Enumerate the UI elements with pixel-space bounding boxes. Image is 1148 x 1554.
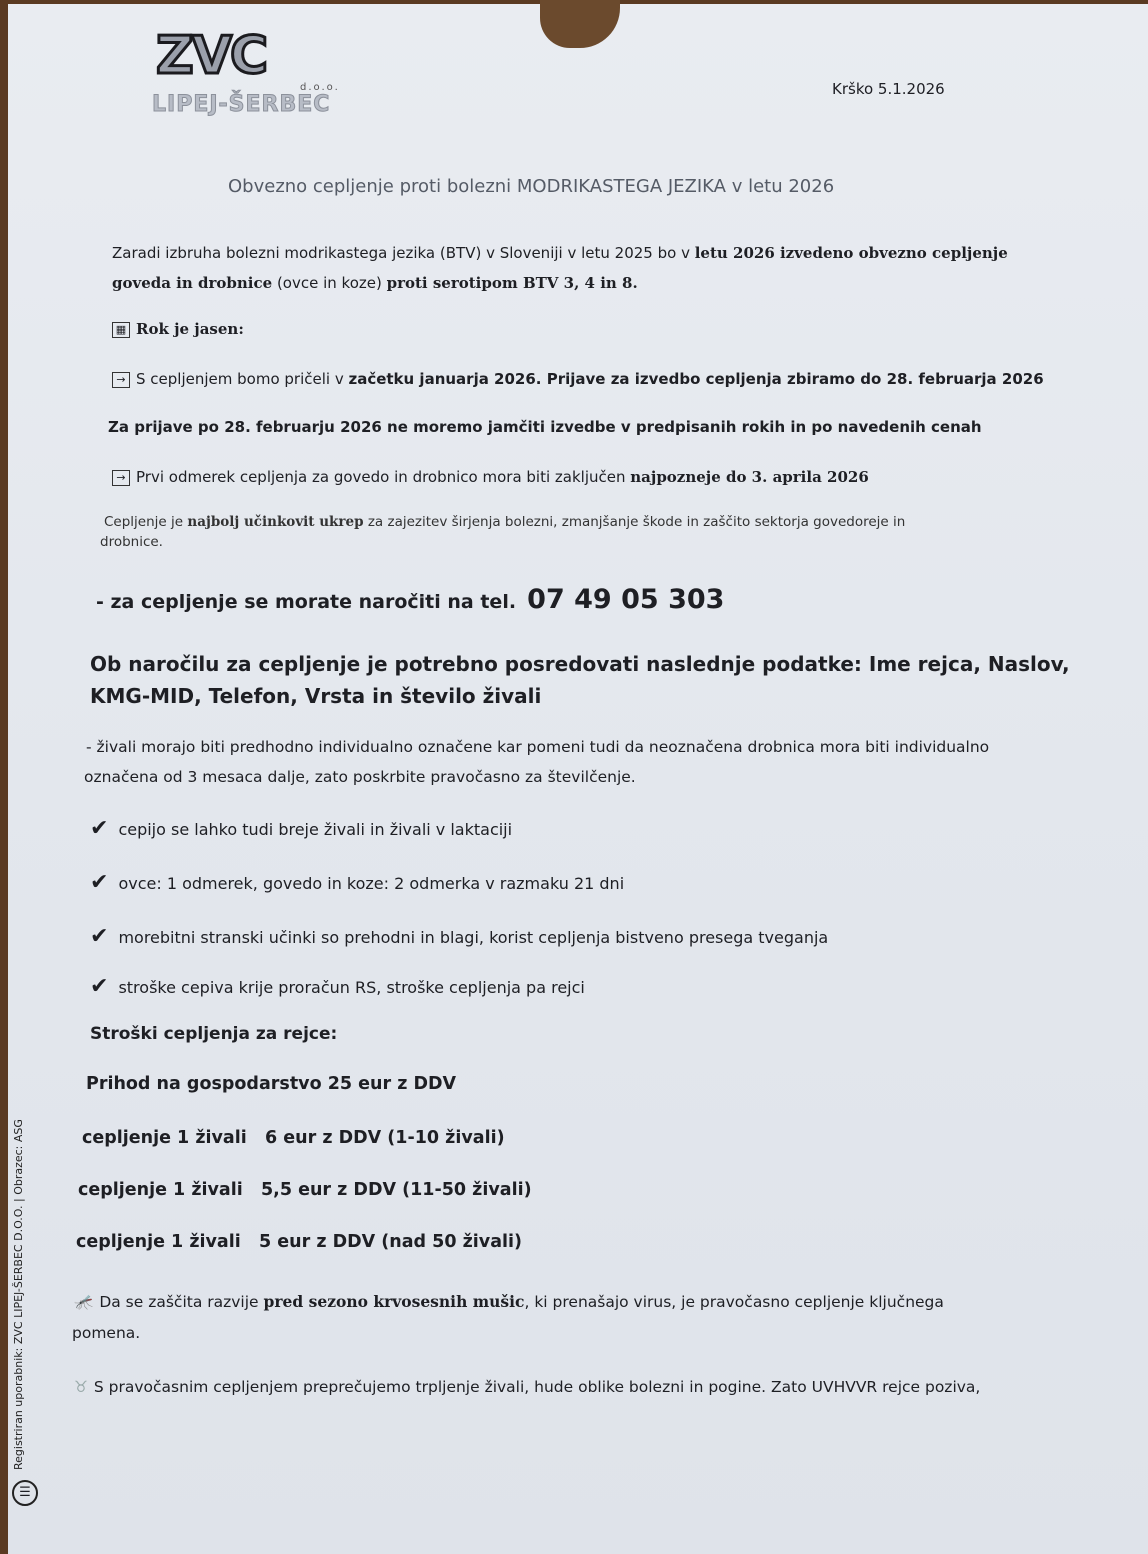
deadline-item-2: [112, 468, 869, 486]
marking-line-1: - živali morajo biti predhodno individualno označene kar pomeni tudi da neoznačena drobnica mora biti individualno: [86, 738, 990, 756]
effective-bold: najbolj učinkovit ukrep: [187, 514, 364, 530]
cost-item: cepljenje 1 živali 5,5 eur z DDV (11-50 živali): [78, 1180, 532, 1200]
phone-number: 07 49 05 303: [527, 584, 725, 615]
effective-text: Cepljenje je: [104, 514, 188, 530]
intro-bold: goveda in drobnice: [112, 274, 273, 292]
intro-bold: letu 2026 izvedeno obvezno cepljenje: [694, 244, 1008, 262]
calendar-icon: ▦: [112, 322, 130, 338]
check-item: [90, 870, 624, 895]
deadline-text: S cepljenjem bomo pričeli v: [136, 370, 349, 388]
midges-line-2: pomena.: [72, 1324, 141, 1342]
midges-line-1: [74, 1292, 944, 1311]
intro-line-1: [112, 244, 1008, 262]
date-place: Krško 5.1.2026: [832, 80, 945, 98]
intro-text: (ovce in koze): [272, 274, 387, 292]
order-info-line-2: KMG-MID, Telefon, Vrsta in število živali: [90, 684, 542, 708]
closing-text: S pravočasnim cepljenjem preprečujemo trpljenje živali, hude oblike bolezni in pogine. Zato UVHVVR rejce poziva,: [93, 1378, 981, 1396]
document-title: Obvezno cepljenje proti bolezni MODRIKASTEGA JEZIKA v letu 2026: [228, 176, 835, 197]
deadline-heading: [112, 320, 244, 338]
check-item: [90, 924, 828, 949]
check-text: cepijo se lahko tudi breje živali in živali v laktaciji: [118, 820, 513, 839]
check-item: [90, 816, 512, 841]
order-info-line-1: Ob naročilu za cepljenje je potrebno posredovati naslednje podatke: Ime rejca, Naslov,: [90, 652, 1070, 676]
phone-line: [96, 584, 724, 615]
registration-sidebar-text: Registriran uporabnik: ZVC LIPEJ-ŠERBEC D.O.O. | Obrazec: ASG: [12, 1119, 25, 1470]
intro-line-2: [112, 274, 638, 292]
arrow-right-icon: →: [112, 470, 130, 486]
effective-text: za zajezitev širjenja bolezni, zmanjšanje škode in zaščito sektorja govedoreje in: [363, 514, 906, 530]
document-page: [8, 4, 1148, 1554]
cost-item: cepljenje 1 živali 5 eur z DDV (nad 50 živali): [76, 1232, 523, 1252]
logo-suffix: d.o.o.: [300, 82, 340, 93]
phone-label: - za cepljenje se morate naročiti na tel.: [96, 591, 517, 613]
logo-subtitle: LIPEJ-ŠERBEC: [152, 92, 331, 117]
check-text: ovce: 1 odmerek, govedo in koze: 2 odmerka v razmaku 21 dni: [118, 874, 625, 893]
midges-text: Da se zaščita razvije: [99, 1293, 264, 1311]
check-text: morebitni stranski učinki so prehodni in blagi, korist cepljenja bistveno presega tveganja: [118, 928, 829, 947]
cost-item: Prihod na gospodarstvo 25 eur z DDV: [86, 1074, 457, 1094]
checkmark-icon: ✔: [90, 924, 109, 949]
company-logo: [148, 26, 348, 121]
effective-line-2: drobnice.: [100, 534, 163, 550]
effective-line-1: [104, 514, 905, 530]
checkmark-icon: ✔: [90, 974, 109, 999]
midges-bold: pred sezono krvosesnih mušic: [263, 1292, 525, 1311]
deadline-text: Prvi odmerek cepljenja za govedo in drobnico mora biti zaključen: [136, 468, 631, 486]
arrow-right-icon: →: [112, 372, 130, 388]
cow-icon: ♉: [74, 1378, 88, 1396]
checkmark-icon: ✔: [90, 816, 109, 841]
check-item: [90, 974, 585, 999]
checkmark-icon: ✔: [90, 870, 109, 895]
closing-line: [74, 1378, 980, 1396]
costs-heading: Stroški cepljenja za rejce:: [90, 1024, 338, 1044]
deadline-bold: najpozneje do 3. aprila 2026: [630, 468, 869, 486]
mosquito-icon: 🦟: [74, 1293, 94, 1311]
logo-text: ZVC: [156, 26, 267, 86]
intro-bold: proti serotipom BTV 3, 4 in 8.: [386, 274, 638, 292]
check-text: stroške cepiva krije proračun RS, stroške cepljenja pa rejci: [118, 978, 585, 997]
cost-item: cepljenje 1 živali 6 eur z DDV (1-10 živali): [82, 1128, 505, 1148]
deadline-heading-text: Rok je jasen:: [136, 320, 244, 338]
marking-line-2: označena od 3 mesaca dalje, zato poskrbite pravočasno za številčenje.: [84, 768, 636, 786]
midges-text: , ki prenašajo virus, je pravočasno cepljenje ključnega: [524, 1293, 944, 1311]
intro-text: Zaradi izbruha bolezni modrikastega jezika (BTV) v Sloveniji v letu 2025 bo v: [112, 244, 695, 262]
deadline-bold: začetku januarja 2026. Prijave za izvedbo cepljenja zbiramo do 28. februarja 2026: [348, 370, 1044, 388]
deadline-note: Za prijave po 28. februarju 2026 ne moremo jamčiti izvedbe v predpisanih rokih in po navedenih cenah: [108, 418, 982, 436]
deadline-item-1: [112, 370, 1044, 388]
list-icon: ☰: [12, 1480, 38, 1506]
